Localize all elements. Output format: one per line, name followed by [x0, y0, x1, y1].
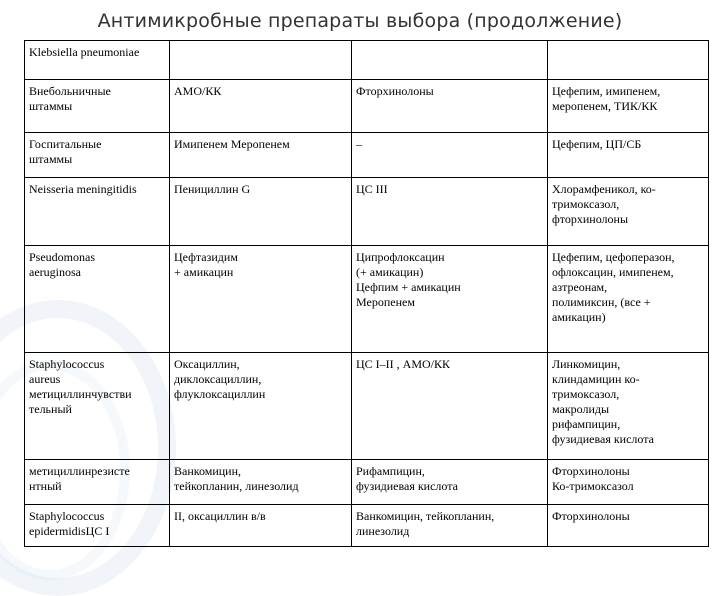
cell-line: Фторхинолоны [552, 464, 630, 478]
pathogen-cell [25, 178, 170, 246]
cell-line: Staphylococcus [29, 357, 105, 371]
cell-line: Цефепим, ЦП/СБ [552, 137, 642, 151]
cell-line: Цефепим, цефоперазон, [552, 250, 675, 264]
alternative-cell [352, 353, 548, 460]
reserve-cell [548, 353, 709, 460]
first-choice-cell [170, 246, 352, 353]
cell-line: Staphylococcus [29, 509, 105, 523]
cell-line: тримоксазол, [552, 197, 620, 211]
alternative-cell [352, 178, 548, 246]
cell-line: меропенем, ТИК/КК [552, 99, 658, 113]
cell-line: рифампицин, [552, 417, 621, 431]
table-row [25, 80, 709, 133]
pathogen-name: Klebsiella pneumoniae [29, 45, 140, 59]
cell-line: азтреонам, [552, 280, 608, 294]
reserve-cell [548, 505, 709, 547]
cell-line: тримоксазол, [552, 387, 620, 401]
cell-line: Ванкомицин, [174, 464, 242, 478]
cell-line: метициллинрезисте [29, 464, 130, 478]
first-choice-cell [170, 460, 352, 505]
cell-line: офлоксацин, имипенем, [552, 265, 674, 279]
table-row [25, 353, 709, 460]
cell-line: aureus [29, 372, 61, 386]
reserve-cell [548, 133, 709, 178]
cell-line: – [356, 137, 362, 151]
table-row [25, 246, 709, 353]
first-choice-cell [170, 178, 352, 246]
cell-line: Оксациллин, [174, 357, 240, 371]
reserve-cell [548, 178, 709, 246]
first-choice-cell [170, 505, 352, 547]
pathogen-cell [25, 460, 170, 505]
alternative-cell [352, 460, 548, 505]
alternative-cell [352, 133, 548, 178]
cell-line: фузидиевая кислота [356, 479, 458, 493]
cell-line: Цефтазидим [174, 250, 238, 264]
cell-line: Цефпим + амикацин [356, 280, 461, 294]
cell-line: Рифампицин, [356, 464, 425, 478]
cell-line: Ванкомицин, тейкопланин, [356, 509, 495, 523]
cell-line: диклоксациллин, [174, 372, 262, 386]
cell-line: Фторхинолоны [356, 84, 434, 98]
cell-line: флуклоксациллин [174, 387, 266, 401]
pathogen-cell [25, 80, 170, 133]
reserve-cell [548, 80, 709, 133]
table-row [25, 505, 709, 547]
cell-line: амикацин) [552, 310, 606, 324]
cell-line: Пенициллин G [174, 182, 251, 196]
cell-line: Хлорамфеникол, ко- [552, 182, 656, 196]
cell-line: Имипенем Меропенем [174, 137, 290, 151]
empty-cell [352, 41, 548, 80]
first-choice-cell [170, 133, 352, 178]
cell-line: Госпитальные [29, 137, 102, 151]
antimicrobial-table [24, 40, 709, 547]
cell-line: АМО/КК [174, 84, 222, 98]
cell-line: + амикацин [174, 265, 234, 279]
alternative-cell [352, 505, 548, 547]
cell-line: Внебольничные [29, 84, 111, 98]
cell-line: aeruginosa [29, 265, 81, 279]
cell-line: метициллинчувстви [29, 387, 132, 401]
cell-line: тейкопланин, линезолид [174, 479, 299, 493]
cell-line: Neisseria meningitidis [29, 182, 137, 196]
empty-cell [170, 41, 352, 80]
cell-line: фторхинолоны [552, 212, 629, 226]
cell-line: нтный [29, 479, 62, 493]
table-row [25, 178, 709, 246]
pathogen-cell [25, 246, 170, 353]
cell-line: тельный [29, 402, 72, 416]
cell-line: Pseudomonas [29, 250, 95, 264]
first-choice-cell [170, 80, 352, 133]
cell-line: Ципрофлоксацин [356, 250, 445, 264]
table-row [25, 460, 709, 505]
reserve-cell [548, 246, 709, 353]
first-choice-cell [170, 353, 352, 460]
page-title: Антимикробные препараты выбора (продолжение) [97, 10, 623, 32]
cell-line: Фторхинолоны [552, 509, 630, 523]
cell-line: линезолид [356, 524, 410, 538]
cell-line: epidermidisЦС I [29, 524, 110, 538]
cell-line: ЦС III [356, 182, 388, 196]
alternative-cell [352, 80, 548, 133]
cell-line: (+ амикацин) [356, 265, 424, 279]
cell-line: II, оксациллин в/в [174, 509, 266, 523]
pathogen-cell [25, 353, 170, 460]
cell-line: Ко-тримоксазол [552, 479, 634, 493]
cell-line: штаммы [29, 152, 73, 166]
cell-line: Линкомицин, [552, 357, 621, 371]
pathogen-cell [25, 505, 170, 547]
cell-line: фузидиевая кислота [552, 432, 654, 446]
cell-line: Меропенем [356, 295, 415, 309]
cell-line: Цефепим, имипенем, [552, 84, 661, 98]
empty-cell [548, 41, 709, 80]
pathogen-header-cell [25, 41, 170, 80]
cell-line: клиндамицин ко- [552, 372, 640, 386]
alternative-cell [352, 246, 548, 353]
pathogen-cell [25, 133, 170, 178]
table-row [25, 133, 709, 178]
table-row-header [25, 41, 709, 80]
cell-line: ЦС I–II , АМО/КК [356, 357, 451, 371]
cell-line: макролиды [552, 402, 610, 416]
cell-line: полимиксин, (все + [552, 295, 651, 309]
reserve-cell [548, 460, 709, 505]
cell-line: штаммы [29, 99, 73, 113]
